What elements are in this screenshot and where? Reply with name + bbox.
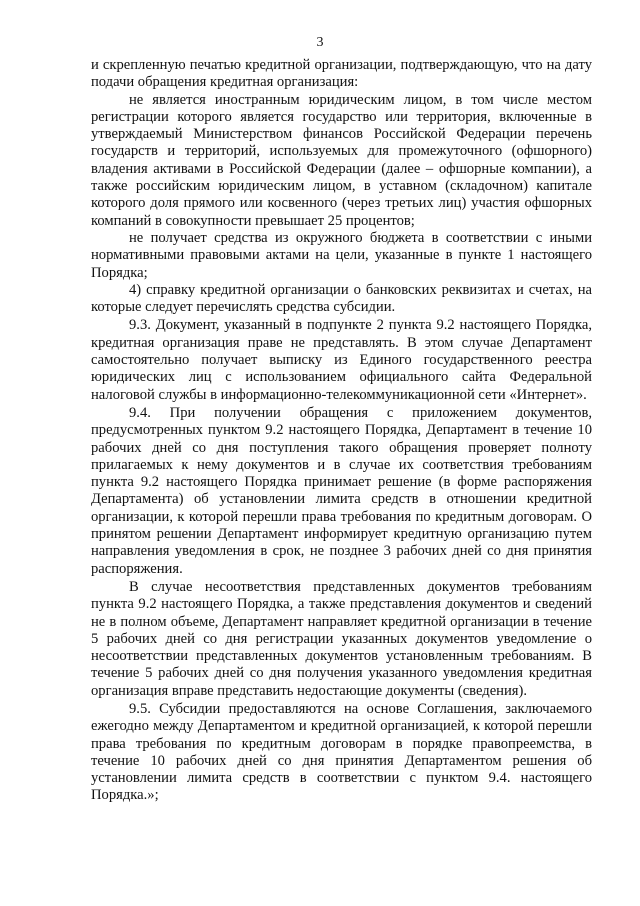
paragraph-not-foreign-entity: не является иностранным юридическим лицом, в том числе местом регистрации которого является государство или территория, включенные в утверждаемый Министерством финансов Российской Федерации перечень государств и территорий, используемых для промежуточного (офшорного) владения активами в Российской Федерации (далее – офшорные компании), а также российским юридическим лицом, в уставном (складочном) капитале которого доля прямого или косвенного (через третьих лиц) участия офшорных компаний в совокупности превышает 25 процентов; [91, 91, 592, 229]
paragraph-document-mismatch: В случае несоответствия представленных документов требованиям пункта 9.2 настоящего Порядка, а также представления документов и сведений не в полном объеме, Департамент направляет кредитной организации в течение 5 рабочих дней со дня регистрации указанных документов уведомление о несоответствии представленных документов установленным требованиям. В течение 5 рабочих дней со дня получения указанного уведомления кредитная организация вправе представить недостающие документы (сведения). [91, 578, 592, 699]
paragraph-clause-9-3: 9.3. Документ, указанный в подпункте 2 пункта 9.2 настоящего Порядка, кредитная организация праве не представлять. В этом случае Департамент самостоятельно получает выписку из Единого государственного реестра юридических лиц с использованием официального сайта Федеральной налоговой службы в информационно-телекоммуникационной сети «Интернет». [91, 317, 592, 403]
page-number: 3 [316, 35, 324, 50]
paragraph-bank-details-certificate: 4) справку кредитной организации о банковских реквизитах и счетах, на которые следует перечислять средства субсидии. [91, 281, 592, 316]
paragraph-no-district-budget-funds: не получает средства из окружного бюджета в соответствии с иными нормативными правовыми актами на цели, указанные в пункте 1 настоящего Порядка; [91, 229, 592, 281]
paragraph-clause-9-5: 9.5. Субсидии предоставляются на основе Соглашения, заключаемого ежегодно между Департаментом и кредитной организацией, к которой перешли права требования по кредитным договорам в порядке правопреемства, в течение 10 рабочих дней со дня принятия Департаментом решения об установлении лимита средств в соответствии с пунктом 9.4. настоящего Порядка.»; [91, 700, 592, 804]
document-body [91, 57, 592, 805]
paragraph-clause-9-4: 9.4. При получении обращения с приложением документов, предусмотренных пунктом 9.2 настоящего Порядка, Департамент в течение 10 рабочих дней со дня поступления такого обращения проверяет полноту прилагаемых к нему документов и в случае их соответствия требованиям пункта 9.2 настоящего Порядка принимает решение (в форме распоряжения Департамента) об установлении лимита средств в отношении кредитной организации, к которой перешли права требования по кредитным договорам. О принятом решении Департамент информирует кредитную организацию путем направления уведомления в срок, не позднее 3 рабочих дней со дня принятия распоряжения. [91, 404, 592, 577]
paragraph-continuation: и скрепленную печатью кредитной организации, подтверждающую, что на дату подачи обращения кредитная организация: [91, 57, 592, 91]
